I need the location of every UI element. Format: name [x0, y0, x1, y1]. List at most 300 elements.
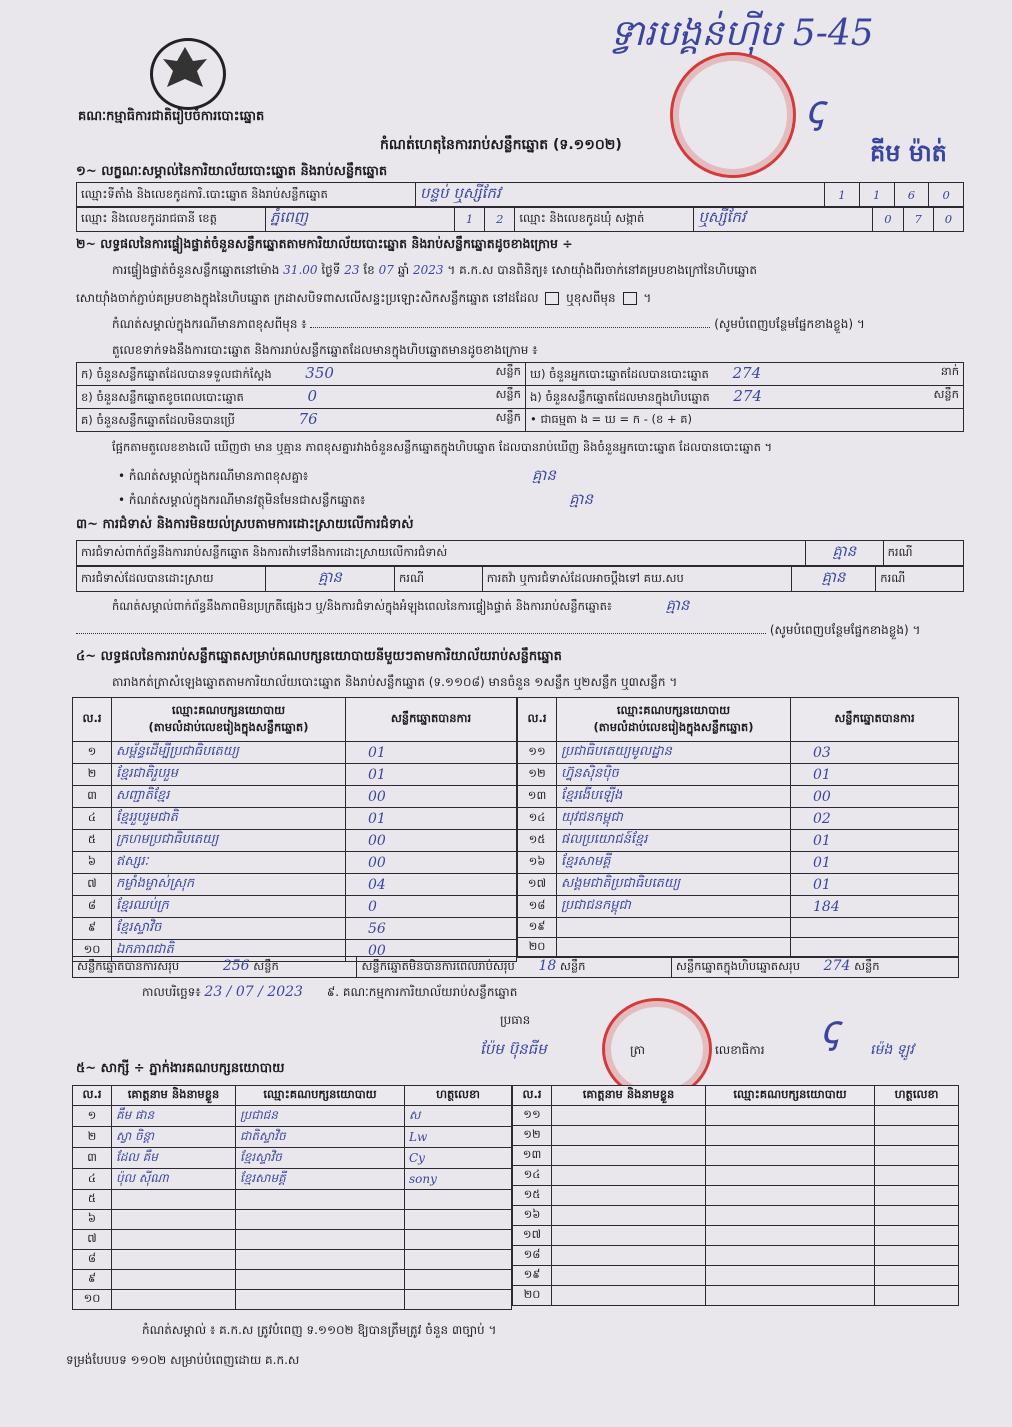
date-line — [142, 984, 517, 1002]
party-votes: 00 — [346, 852, 517, 874]
party-number: ១ — [73, 742, 112, 764]
verify-text-2: ។ គ.ក.ស បានពិនិត្យ៖ សោយ៉ាំងពីរចាក់នៅគម្របខាងក្រៅនៃហិបឆ្នោត — [447, 263, 757, 277]
witness-signature: sony — [405, 1169, 512, 1190]
party-votes: 00 — [346, 830, 517, 852]
party-votes — [791, 918, 959, 938]
witness-row — [513, 1186, 959, 1206]
error-checkbox[interactable] — [623, 292, 637, 305]
witness-number: ១៥ — [513, 1186, 552, 1206]
chair-name: ប៉ែម ប៊ុនធីម — [480, 1040, 547, 1058]
figures-table — [76, 362, 964, 432]
section-4-title: ៤~ លទ្ធផលនៃការរាប់សន្លឹកឆ្នោតសម្រាប់គណបក្សនយោបាយនីមួយៗតាមការិយាល័យរាប់សន្លឹកឆ្នោត — [76, 649, 562, 664]
figure-e-unit: សន្លឹក — [933, 387, 959, 401]
party-number: ៨ — [73, 896, 112, 918]
party-votes: 56 — [346, 918, 517, 940]
seal-label: ត្រា — [630, 1043, 645, 1057]
party-name: ប្រជាជនកម្ពុជា — [557, 896, 791, 918]
party-name: ខ្មែរសាមគ្គី — [557, 852, 791, 874]
party-name: ខ្មែរស្ទាវិច — [112, 918, 346, 940]
figure-c-value: 76 — [298, 410, 318, 428]
witness-signature — [875, 1206, 959, 1226]
irregularity-value: គ្មាន — [665, 596, 690, 614]
figure-c-label: គ) ចំនួនសន្លឹកឆ្នោតដែលមិនបានប្រើ — [81, 413, 235, 427]
witness-party — [706, 1266, 875, 1286]
party-number: ៩ — [73, 918, 112, 940]
results-right-row — [518, 874, 959, 896]
witness-signature — [875, 1266, 959, 1286]
party-votes: 01 — [791, 830, 959, 852]
witness-row — [513, 1126, 959, 1146]
signer-name-top: គីម ម៉ាត់ — [870, 139, 947, 167]
totals-table — [72, 956, 959, 978]
witness-name — [112, 1250, 236, 1270]
results-left-row — [73, 786, 517, 808]
secretary-signature: ꞔ — [820, 1007, 840, 1053]
form-footer: ទម្រង់បែបបទ ១១០២ សម្រាប់បំពេញដោយ គ.ក.ស — [66, 1353, 300, 1367]
party-name: ឥស្សរៈ — [112, 852, 346, 874]
right-header-party-2: (តាមលំដាប់លេខរៀងក្នុងសន្លឹកឆ្នោត) — [593, 719, 754, 734]
verify-month: 07 — [378, 263, 394, 277]
party-votes: 02 — [791, 808, 959, 830]
witness-signature — [405, 1230, 512, 1250]
witness-name — [112, 1190, 236, 1210]
witness-name — [552, 1246, 706, 1266]
party-number: ២ — [73, 764, 112, 786]
objection-label: ការជំទាស់ពាក់ព័ន្ធនឹងការរាប់សន្លឹកឆ្នោត និងការតវ៉ាទៅនឹងការដោះស្រាយលើការជំទាស់ — [77, 541, 806, 566]
day-label: ថ្ងៃទី — [321, 263, 341, 277]
witness-table-left — [72, 1085, 512, 1310]
irregularity-label: កំណត់សម្គាល់ពាក់ព័ន្ធនឹងភាពមិនប្រក្រតីផ្សេងៗ ឬ/និងការជំទាស់ក្នុងអំឡុងពេលនៃការផ្ទៀងផ្ទាត់ និងការរាប់សន្លឹកឆ្នោត៖ — [112, 599, 612, 613]
total-label: សន្លឹកឆ្នោតបានការសរុប — [77, 959, 180, 973]
witness-row — [73, 1250, 512, 1270]
left-header-no: ល.រ — [73, 698, 112, 742]
witness-signature — [405, 1250, 512, 1270]
witness-left-party: ឈ្មោះគណបក្សនយោបាយ — [236, 1086, 405, 1106]
party-number: ១២ — [518, 764, 557, 786]
party-number: ១៦ — [518, 852, 557, 874]
results-left-row — [73, 808, 517, 830]
witness-number: ១៤ — [513, 1166, 552, 1186]
witness-name — [552, 1266, 706, 1286]
party-votes: 0 — [346, 896, 517, 918]
witness-name — [112, 1270, 236, 1290]
witness-number: ១០ — [73, 1290, 112, 1310]
province-table — [76, 206, 964, 232]
witness-right-name: គោត្តនាម និងនាមខ្លួន — [552, 1086, 706, 1106]
party-votes: 184 — [791, 896, 959, 918]
witness-left-name: គោត្តនាម និងនាមខ្លួន — [112, 1086, 236, 1106]
witness-left-sign: ហត្ថលេខា — [405, 1086, 512, 1106]
witness-row — [73, 1190, 512, 1210]
figure-e-value: 274 — [733, 387, 762, 405]
counting-committee-label: ៩. គណៈកម្មការការិយាល័យរាប់សន្លឹកឆ្នោត — [326, 985, 518, 999]
witness-row — [73, 1230, 512, 1250]
right-header-no: ល.រ — [518, 698, 557, 742]
party-votes: 00 — [346, 940, 517, 962]
results-right-row — [518, 918, 959, 938]
witness-name: គឹម ផាន — [112, 1106, 236, 1127]
witness-row — [513, 1146, 959, 1166]
results-table-right — [517, 697, 959, 958]
verify-time: 31.00 — [283, 263, 318, 277]
witness-name: ប៉ុល ស៊ីណា — [112, 1169, 236, 1190]
witness-signature: Cy — [405, 1148, 512, 1169]
witness-name — [552, 1146, 706, 1166]
date-label: កាលបរិច្ឆេទ៖ — [142, 985, 201, 999]
difference-note-label: កំណត់សម្គាល់ក្នុងករណីមានភាពខុសពីមុន ៖ — [112, 317, 307, 331]
left-header-party: ឈ្មោះគណបក្សនយោបាយ — [171, 702, 286, 717]
witness-row — [73, 1127, 512, 1148]
party-name — [557, 938, 791, 958]
witness-party — [706, 1226, 875, 1246]
party-name: ផលប្រយោជន៍ខ្មែរ — [557, 830, 791, 852]
witness-party — [236, 1250, 405, 1270]
witness-signature: Lw — [405, 1127, 512, 1148]
party-name: កម្លាំងម្ចាស់ស្រុក — [112, 874, 346, 896]
witness-number: ១៣ — [513, 1146, 552, 1166]
witness-row — [513, 1226, 959, 1246]
party-number: ១០ — [73, 940, 112, 962]
witness-signature — [405, 1270, 512, 1290]
party-name: យុវជនកម្ពុជា — [557, 808, 791, 830]
resolved-unit: ករណី — [395, 567, 483, 592]
difference-note-line — [112, 316, 958, 334]
witness-party — [706, 1286, 875, 1306]
signature-top: ꞔ — [805, 87, 825, 133]
results-right-row — [518, 742, 959, 764]
verify-day: 23 — [344, 263, 360, 277]
witness-row — [513, 1246, 959, 1266]
figure-d-value: 274 — [732, 364, 762, 382]
total-unit: សន្លឹក — [253, 959, 279, 973]
objection-value: គ្មាន — [806, 541, 884, 566]
figure-d-label: ឃ) ចំនួនអ្នកបោះឆ្នោតដែលបានបោះឆ្នោត — [530, 367, 709, 381]
witness-name — [552, 1226, 706, 1246]
party-number: ៤ — [73, 808, 112, 830]
witness-row — [513, 1206, 959, 1226]
witness-party: ជាតិស្ទាវិច — [236, 1127, 405, 1148]
fill-note: (សូមបំពេញបន្ថែមផ្នែកខាងខ្លួង) ។ — [714, 317, 865, 331]
witness-number: ៥ — [73, 1190, 112, 1210]
witness-row — [73, 1148, 512, 1169]
party-name: ខ្មែរងើបឡើង — [557, 786, 791, 808]
witness-party — [706, 1146, 875, 1166]
witness-number: ៩ — [73, 1270, 112, 1290]
witness-name — [112, 1210, 236, 1230]
same-checkbox[interactable] — [545, 292, 559, 305]
witness-party — [706, 1106, 875, 1126]
commune-value: ឬស្សីកែវ — [694, 207, 873, 232]
province-code-1: 1 — [455, 207, 485, 232]
witness-number: ២ — [73, 1127, 112, 1148]
witness-name — [552, 1166, 706, 1186]
witness-signature — [875, 1186, 959, 1206]
witness-number: ៨ — [73, 1250, 112, 1270]
witness-row — [73, 1270, 512, 1290]
bullet-object-value: គ្មាន — [569, 490, 593, 508]
results-right-row — [518, 896, 959, 918]
witness-number: ៧ — [73, 1230, 112, 1250]
witness-number: ១ — [73, 1106, 112, 1127]
witness-party — [706, 1206, 875, 1226]
results-table-left — [72, 697, 517, 962]
witness-name — [552, 1106, 706, 1126]
figures-intro: តួលេខទាក់ទងនឹងការបោះឆ្នោត និងការរាប់សន្លឹកឆ្នោតដែលមានក្នុងហិបឆ្នោតមានដូចខាងក្រោម ៖ — [112, 343, 538, 357]
party-votes: 00 — [346, 786, 517, 808]
section-3-title: ៣~ ការជំទាស់ និងការមិនយល់ស្របតាមការដោះស្រាយលើការជំទាស់ — [76, 517, 414, 532]
party-votes: 00 — [791, 786, 959, 808]
witness-party — [236, 1290, 405, 1310]
party-votes: 01 — [791, 852, 959, 874]
witness-number: ៣ — [73, 1148, 112, 1169]
results-left-row — [73, 830, 517, 852]
party-votes: 04 — [346, 874, 517, 896]
witness-row — [513, 1266, 959, 1286]
witness-name — [112, 1230, 236, 1250]
witness-number: ៤ — [73, 1169, 112, 1190]
party-name: ខ្មែរឈប់ក្រ — [112, 896, 346, 918]
bullet-difference-value: គ្មាន — [532, 466, 556, 484]
section-1-title: ១~ លក្ខណៈសម្គាល់នៃការិយាល័យបោះឆ្នោត និងរាប់សន្លឹកឆ្នោត — [76, 164, 388, 179]
verify-year: 2023 — [412, 263, 444, 277]
irregularity-note — [112, 596, 689, 618]
witness-signature — [875, 1106, 959, 1126]
witness-row — [73, 1169, 512, 1190]
figure-e-label: ង) ចំនួនសន្លឹកឆ្នោតដែលមានក្នុងហិបឆ្នោត — [530, 390, 710, 404]
figure-a-unit: សន្លឹក — [495, 364, 521, 378]
witness-row — [73, 1106, 512, 1127]
committee-name: គណៈកម្មាធិការជាតិរៀបចំការបោះឆ្នោត — [78, 109, 265, 124]
top-handwritten-note: ទ្វារបង្គន់ហ៊ីប 5-45 — [610, 13, 874, 54]
party-votes: 01 — [346, 742, 517, 764]
party-votes: 01 — [791, 764, 959, 786]
figure-a-label: ក) ចំនួនសន្លឹកឆ្នោតដែលបានទទួលជាក់ស្តែង — [81, 367, 272, 381]
party-number: ៣ — [73, 786, 112, 808]
location-code-2: 1 — [859, 183, 894, 208]
box-unit: សន្លឹក — [854, 959, 880, 973]
witness-name: ដែល គឹម — [112, 1148, 236, 1169]
total-value: 256 — [222, 958, 250, 974]
party-number: ១៧ — [518, 874, 557, 896]
chair-label: ប្រធាន — [500, 1013, 531, 1027]
official-seal-icon — [670, 52, 796, 178]
box-value: 274 — [823, 958, 851, 974]
error-option: ឬខុសពីមុន — [566, 291, 616, 305]
date-value: 23 / 07 / 2023 — [204, 984, 303, 1000]
commune-code-2: 7 — [903, 207, 933, 232]
party-name: សញ្ជាតិខ្មែរ — [112, 786, 346, 808]
witness-right-party: ឈ្មោះគណបក្សនយោបាយ — [706, 1086, 875, 1106]
resolved-label: ការជំទាស់ដែលបានដោះស្រាយ — [77, 567, 266, 592]
witness-party — [706, 1126, 875, 1146]
party-name: ឯកភាពជាតិ — [112, 940, 346, 962]
seal-text: សោយ៉ាំងចាក់ភ្ជាប់គម្របខាងក្នុងនៃហិបឆ្នោត ក្រដាសបិទពាសលើសន្ទះប្រឡោះសិកសន្លឹកឆ្នោត នៅដដែល — [76, 291, 539, 305]
witness-row — [73, 1210, 512, 1230]
witness-signature — [875, 1166, 959, 1186]
location-value: បន្ទប់ ឬស្សីកែវ — [416, 183, 825, 208]
secretary-label: លេខាធិការ — [715, 1043, 765, 1057]
right-header-votes: សន្លឹកឆ្នោតបានការ — [791, 698, 959, 742]
witness-number: ១១ — [513, 1106, 552, 1126]
party-number: ១៤ — [518, 808, 557, 830]
witness-name — [552, 1186, 706, 1206]
witness-signature — [875, 1126, 959, 1146]
form-title: កំណត់ហេតុនៃការរាប់សន្លឹកឆ្នោត (ទ.១១០២) — [380, 137, 622, 153]
party-name: ខ្មែររួបរួមជាតិ — [112, 808, 346, 830]
results-left-row — [73, 918, 517, 940]
bullet-difference — [118, 466, 556, 488]
right-header-party: ឈ្មោះគណបក្សនយោបាយ — [616, 702, 731, 717]
figure-b-value: 0 — [307, 387, 318, 405]
party-name: ប្រជាធិបតេយ្យមូលដ្ឋាន — [557, 742, 791, 764]
commune-code-1: 0 — [873, 207, 903, 232]
resolved-table — [76, 566, 964, 592]
witness-party — [236, 1230, 405, 1250]
witness-name — [552, 1206, 706, 1226]
location-code-3: 6 — [894, 183, 929, 208]
results-right-row — [518, 808, 959, 830]
verify-line — [112, 262, 757, 280]
section-5-title: ៥~ សាក្សី ÷ ភ្នាក់ងារគណបក្សនយោបាយ — [76, 1061, 285, 1076]
royal-emblem-icon — [150, 38, 226, 110]
year-label: ឆ្នាំ — [397, 263, 410, 277]
witness-number: ៦ — [73, 1210, 112, 1230]
invalid-unit: សន្លឹក — [559, 959, 586, 973]
box-label: សន្លឹកឆ្នោតក្នុងហិបឆ្នោតសរុប — [675, 959, 801, 973]
month-label: ខែ — [363, 263, 375, 277]
bullet-difference-label: • កំណត់សម្គាល់ក្នុងករណីមានភាពខុសគ្នា៖ — [118, 469, 309, 483]
results-right-row — [518, 764, 959, 786]
party-votes: 03 — [791, 742, 959, 764]
party-name: ខ្មែរជាតិរួបរួម — [112, 764, 346, 786]
commune-code-3: 0 — [933, 207, 963, 232]
party-number: ១៥ — [518, 830, 557, 852]
party-number: ១៨ — [518, 896, 557, 918]
witness-row — [513, 1106, 959, 1126]
witness-signature — [875, 1246, 959, 1266]
witness-row — [73, 1290, 512, 1310]
left-header-votes: សន្លឹកឆ្នោតបានការ — [346, 698, 517, 742]
witness-name: ស្វា ចិន្តា — [112, 1127, 236, 1148]
witness-party — [236, 1190, 405, 1210]
figure-b-label: ខ) ចំនួនសន្លឹកឆ្នោតខូចពេលបោះឆ្នោត — [81, 390, 244, 404]
invalid-value: 18 — [538, 958, 557, 974]
witness-party — [706, 1186, 875, 1206]
appeal-value: គ្មាន — [791, 567, 876, 592]
compare-line: ផ្អែកតាមតួលេខខាងលើ ឃើញថា មាន ឬគ្មាន ភាពខុសគ្នារវាងចំនួនសន្លឹកឆ្នោតក្នុងហិបឆ្នោត ដែលបានរាប់ឃើញ និងចំនួនអ្នកបោះឆ្នោត ដែលបានបោះឆ្នោត ។ — [112, 440, 773, 454]
objection-table — [76, 540, 964, 566]
commune-label: ឈ្មោះ និងលេខកូដឃុំ សង្កាត់ — [515, 207, 694, 232]
party-name: ហ្វ៊ុនស៊ិនប៉ិច — [557, 764, 791, 786]
witness-party: ខ្មែរសាមគ្គី — [236, 1169, 405, 1190]
figure-c-unit: សន្លឹក — [495, 410, 521, 424]
witness-name — [552, 1286, 706, 1306]
appeal-label: ការតវ៉ា ឬការជំទាស់ដែលអាចប្តឹងទៅ គឃ.សប — [482, 567, 791, 592]
witness-number: ១៩ — [513, 1266, 552, 1286]
witness-signature: ស — [405, 1106, 512, 1127]
witness-party — [706, 1246, 875, 1266]
figure-d-unit: នាក់ — [940, 364, 959, 378]
section-2-title: ២~ លទ្ធផលនៃការផ្ទៀងផ្ទាត់ចំនួនសន្លឹកឆ្នោតតាមការិយាល័យបោះឆ្នោត និងរាប់សន្លឹកឆ្នោតដូចខាងក្រោម ÷ — [76, 236, 573, 251]
party-number: ៥ — [73, 830, 112, 852]
results-left-row — [73, 852, 517, 874]
witness-left-no: ល.រ — [73, 1086, 112, 1106]
bullet-object-label: • កំណត់សម្គាល់ក្នុងករណីមានវត្ថុមិនមែនជាសន្លឹកឆ្នោត៖ — [118, 493, 366, 507]
witness-name — [552, 1126, 706, 1146]
irregularity-fill-line — [76, 622, 956, 640]
witness-number: ១៦ — [513, 1206, 552, 1226]
witness-signature — [875, 1286, 959, 1306]
party-votes — [791, 938, 959, 958]
witness-number: ១៨ — [513, 1246, 552, 1266]
witness-row — [513, 1286, 959, 1306]
results-right-row — [518, 786, 959, 808]
left-header-party-2: (តាមលំដាប់លេខរៀងក្នុងសន្លឹកឆ្នោត) — [148, 719, 309, 734]
party-number: ២០ — [518, 938, 557, 958]
party-name: ក្រហមប្រជាធិបតេយ្យ — [112, 830, 346, 852]
invalid-label: សន្លឹកឆ្នោតមិនបានការពេលរាប់សរុប — [361, 959, 515, 973]
province-value: ភ្នំពេញ — [266, 207, 455, 232]
party-votes: 01 — [791, 874, 959, 896]
witness-party — [236, 1270, 405, 1290]
irregularity-fill-note: (សូមបំពេញបន្ថែមផ្នែកខាងខ្លួង) ។ — [769, 623, 921, 637]
bullet-object — [118, 490, 593, 512]
witness-signature — [405, 1290, 512, 1310]
location-label: ឈ្មោះទីតាំង និងលេខកូដការិ.បោះឆ្នោត និងរាប់សន្លឹកឆ្នោត — [77, 183, 416, 208]
party-votes: 01 — [346, 808, 517, 830]
secretary-name: ម៉េង ឡូវ — [870, 1042, 914, 1058]
results-right-row — [518, 852, 959, 874]
witness-table-right — [512, 1085, 959, 1306]
witness-party: ប្រជាជន — [236, 1106, 405, 1127]
objection-unit: ករណី — [883, 541, 963, 566]
location-code-1: 1 — [825, 183, 860, 208]
figure-a-value: 350 — [305, 364, 334, 382]
party-number: ១៩ — [518, 918, 557, 938]
witness-number: ២០ — [513, 1286, 552, 1306]
witness-name — [112, 1290, 236, 1310]
witness-party — [236, 1210, 405, 1230]
party-number: ៧ — [73, 874, 112, 896]
figure-b-unit: សន្លឹក — [495, 387, 521, 401]
results-left-row — [73, 742, 517, 764]
party-name: សង្គមជាតិប្រជាធិបតេយ្យ — [557, 874, 791, 896]
witness-party — [706, 1166, 875, 1186]
verify-text: ការផ្ទៀងផ្ទាត់ចំនួនសន្លឹកឆ្នោតនៅម៉ោង — [112, 263, 280, 277]
witness-row — [513, 1166, 959, 1186]
results-right-row — [518, 938, 959, 958]
party-name: សម្ព័ន្ធដើម្បីប្រជាធិបតេយ្យ — [112, 742, 346, 764]
witness-number: ១២ — [513, 1126, 552, 1146]
results-left-row — [73, 764, 517, 786]
witness-right-no: ល.រ — [513, 1086, 552, 1106]
party-number: ១៣ — [518, 786, 557, 808]
witness-right-sign: ហត្ថលេខា — [875, 1086, 959, 1106]
province-code-2: 2 — [485, 207, 515, 232]
location-table — [76, 182, 964, 208]
results-right-row — [518, 830, 959, 852]
party-name — [557, 918, 791, 938]
witness-signature — [405, 1210, 512, 1230]
witness-number: ១៧ — [513, 1226, 552, 1246]
appeal-unit: ករណី — [876, 567, 964, 592]
party-number: ១១ — [518, 742, 557, 764]
witness-signature — [875, 1146, 959, 1166]
province-label: ឈ្មោះ និងលេខកូដរាជធានី ខេត្ត — [77, 207, 266, 232]
section-4-sub: តារាងកត់ត្រាសំឡេងឆ្នោតតាមការិយាល័យបោះឆ្នោត និងរាប់សន្លឹកឆ្នោត (ទ.១១០៨) មានចំនួន ១សន្លឹក ឬ២សន្លឹក ឬ៣សន្លឹក ។ — [112, 675, 678, 689]
witness-signature — [875, 1226, 959, 1246]
footnote: កំណត់សម្គាល់ ៖ គ.ក.ស ត្រូវបំពេញ ទ.១១០២ ឱ្យបានត្រឹមត្រូវ ចំនួន ៣ច្បាប់ ។ — [142, 1323, 497, 1337]
